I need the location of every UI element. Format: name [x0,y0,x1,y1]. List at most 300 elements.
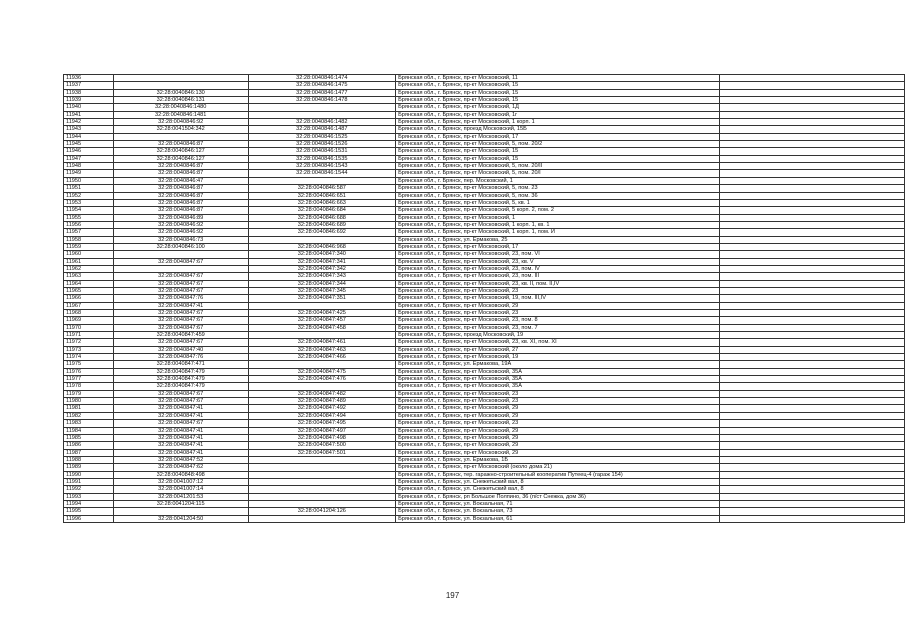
address-cell: Брянская обл., г. Брянск, пр-кт Московский, 19, пом. III,IV [396,295,720,302]
address-cell: Брянская обл., г. Брянск, ул. Снежетьский вал, 8 [396,486,720,493]
address-cell: Брянская обл., г. Брянск, пр-кт Московский, 15 [396,148,720,155]
row-number-cell: 11983 [64,420,114,427]
address-cell: Брянская обл., г. Брянск, пр-кт Московский, 35А [396,383,720,390]
parcel-number-cell: 32:28:0040847:459 [113,332,248,339]
address-cell: Брянская обл., г. Брянск, пр-кт Московский, 5 корп. 2, пом. 2 [396,207,720,214]
building-number-cell: 32:28:0040847:341 [248,258,396,265]
address-cell: Брянская обл., г. Брянск, проезд Московский, 19 [396,332,720,339]
note-cell [719,89,904,96]
building-number-cell: 32:28:0040846:1531 [248,148,396,155]
table-row [64,97,905,104]
parcel-number-cell: 32:28:0040847:67 [113,317,248,324]
note-cell [719,420,904,427]
row-number-cell: 11988 [64,456,114,463]
table-row [64,111,905,118]
address-cell: Брянская обл., г. Брянск, пр-кт Московский, 15 [396,89,720,96]
address-cell: Брянская обл., г. Брянск, пр-кт Московский, 23, пом. VI [396,251,720,258]
address-cell: Брянская обл., г. Брянск, пр-кт Московский, 15 [396,97,720,104]
building-number-cell: 32:28:0040847:500 [248,442,396,449]
note-cell [719,148,904,155]
note-cell [719,185,904,192]
note-cell [719,405,904,412]
address-cell: Брянская обл., г. Брянск, ул. Вокзальная, 71 [396,500,720,507]
row-number-cell: 11989 [64,464,114,471]
row-number-cell: 11943 [64,126,114,133]
address-cell: Брянская обл., г. Брянск, пр-кт Московский, 23, пом. 8 [396,317,720,324]
note-cell [719,449,904,456]
building-number-cell: 32:28:0040846:1535 [248,155,396,162]
row-number-cell: 11975 [64,361,114,368]
note-cell [719,412,904,419]
parcel-number-cell: 32:28:0040846:92 [113,119,248,126]
building-number-cell: 32:28:0040847:351 [248,295,396,302]
table-row [64,229,905,236]
address-cell: Брянская обл., г. Брянск, пр-кт Московский, 29 [396,405,720,412]
table-row [64,456,905,463]
note-cell [719,464,904,471]
row-number-cell: 11974 [64,354,114,361]
row-number-cell: 11937 [64,82,114,89]
parcel-number-cell: 32:28:0040846:87 [113,207,248,214]
row-number-cell: 11963 [64,273,114,280]
row-number-cell: 11962 [64,265,114,272]
building-number-cell: 32:28:0040846:1477 [248,89,396,96]
table-row [64,442,905,449]
building-number-cell [248,104,396,111]
parcel-number-cell: 32:28:0040847:41 [113,405,248,412]
row-number-cell: 11980 [64,398,114,405]
parcel-number-cell: 32:28:0040846:130 [113,89,248,96]
address-cell: Брянская обл., г. Брянск, пр-кт Московский (около дома 21) [396,464,720,471]
row-number-cell: 11996 [64,515,114,522]
table-row [64,412,905,419]
table-row [64,126,905,133]
table-row [64,243,905,250]
note-cell [719,265,904,272]
note-cell [719,192,904,199]
building-number-cell: 32:28:0040847:489 [248,398,396,405]
parcel-number-cell: 32:28:0041007:14 [113,486,248,493]
parcel-number-cell: 32:28:0040846:127 [113,155,248,162]
address-cell: Брянская обл., г. Брянск, пр-кт Московский, 23, кв. V [396,258,720,265]
parcel-number-cell [113,251,248,258]
address-cell: Брянская обл., г. Брянск, пр-кт Московский, 5, пом. 20/2 [396,141,720,148]
note-cell [719,207,904,214]
address-cell: Брянская обл., г. Брянск, пр-кт Московский, 1 [396,214,720,221]
table-row [64,89,905,96]
note-cell [719,478,904,485]
building-number-cell: 32:28:0040846:689 [248,221,396,228]
note-cell [719,126,904,133]
note-cell [719,434,904,441]
note-cell [719,133,904,140]
parcel-number-cell: 32:28:0040847:52 [113,456,248,463]
building-number-cell: 32:28:0040847:425 [248,310,396,317]
row-number-cell: 11973 [64,346,114,353]
note-cell [719,141,904,148]
building-number-cell: 32:28:0040847:476 [248,376,396,383]
address-cell: Брянская обл., г. Брянск, пр-кт Московский, 29 [396,449,720,456]
row-number-cell: 11939 [64,97,114,104]
note-cell [719,310,904,317]
table-row [64,324,905,331]
table-row [64,500,905,507]
building-number-cell: 32:28:0040847:458 [248,324,396,331]
parcel-number-cell: 32:28:0040847:67 [113,339,248,346]
cadastral-table [63,74,905,523]
table-row [64,133,905,140]
building-number-cell: 32:28:0040847:475 [248,368,396,375]
parcel-number-cell: 32:28:0040847:41 [113,412,248,419]
note-cell [719,456,904,463]
note-cell [719,332,904,339]
address-cell: Брянская обл., г. Брянск, ул. Снежетьский вал, 8 [396,478,720,485]
building-number-cell [248,177,396,184]
parcel-number-cell: 32:28:0040846:87 [113,141,248,148]
row-number-cell: 11982 [64,412,114,419]
note-cell [719,324,904,331]
table-row [64,251,905,258]
note-cell [719,508,904,515]
row-number-cell: 11978 [64,383,114,390]
building-number-cell: 32:28:0040846:968 [248,243,396,250]
row-number-cell: 11950 [64,177,114,184]
row-number-cell: 11945 [64,141,114,148]
row-number-cell: 11966 [64,295,114,302]
address-cell: Брянская обл., г. Брянск, пр-кт Московский, 35А [396,368,720,375]
building-number-cell [248,361,396,368]
building-number-cell: 32:28:0040847:342 [248,265,396,272]
address-cell: Брянская обл., г. Брянск, пр-кт Московский, 35А [396,376,720,383]
table-row [64,141,905,148]
row-number-cell: 11938 [64,89,114,96]
parcel-number-cell: 32:28:0040847:67 [113,258,248,265]
note-cell [719,155,904,162]
row-number-cell: 11976 [64,368,114,375]
parcel-number-cell: 32:28:0040847:67 [113,398,248,405]
address-cell: Брянская обл., г. Брянск, пр-кт Московский, 29 [396,412,720,419]
address-cell: Брянская обл., г. Брянск, пр-кт Московский, 23, кв. XI, пом. XI [396,339,720,346]
row-number-cell: 11947 [64,155,114,162]
note-cell [719,170,904,177]
row-number-cell: 11993 [64,493,114,500]
parcel-number-cell: 32:28:0040847:67 [113,324,248,331]
parcel-number-cell: 32:28:0040847:67 [113,420,248,427]
parcel-number-cell [113,265,248,272]
address-cell: Брянская обл., г. Брянск, пр-кт Московский, 23 [396,398,720,405]
table-row [64,317,905,324]
parcel-number-cell: 32:28:0040846:1481 [113,111,248,118]
note-cell [719,221,904,228]
table-row [64,170,905,177]
table-row [64,214,905,221]
note-cell [719,346,904,353]
row-number-cell: 11944 [64,133,114,140]
cadastral-table-body [64,75,905,523]
row-number-cell: 11992 [64,486,114,493]
table-row [64,163,905,170]
address-cell: Брянская обл., г. Брянск, пр-кт Московский, 23 [396,310,720,317]
address-cell: Брянская обл., г. Брянск, пр-кт Московский, 15 [396,82,720,89]
table-row [64,390,905,397]
parcel-number-cell: 32:28:0040847:41 [113,427,248,434]
note-cell [719,302,904,309]
address-cell: Брянская обл., г. Брянск, ул. Ермакова, 19А [396,361,720,368]
building-number-cell: 32:28:0040846:1526 [248,141,396,148]
parcel-number-cell: 32:28:0040846:92 [113,229,248,236]
parcel-number-cell: 32:28:0040847:62 [113,464,248,471]
table-row [64,221,905,228]
building-number-cell [248,478,396,485]
row-number-cell: 11936 [64,75,114,82]
table-row [64,464,905,471]
table-row [64,361,905,368]
address-cell: Брянская обл., г. Брянск, пр-кт Московский, 23 [396,390,720,397]
row-number-cell: 11949 [64,170,114,177]
row-number-cell: 11958 [64,236,114,243]
table-row [64,376,905,383]
note-cell [719,82,904,89]
building-number-cell: 32:28:0040847:501 [248,449,396,456]
parcel-number-cell: 32:28:0040846:87 [113,199,248,206]
table-row [64,493,905,500]
row-number-cell: 11953 [64,199,114,206]
parcel-number-cell: 32:28:0040846:131 [113,97,248,104]
note-cell [719,383,904,390]
address-cell: Брянская обл., г. Брянск, пр-кт Московский, 1Д [396,104,720,111]
note-cell [719,442,904,449]
table-row [64,236,905,243]
row-number-cell: 11942 [64,119,114,126]
table-row [64,199,905,206]
building-number-cell: 32:28:0040847:497 [248,427,396,434]
parcel-number-cell: 32:28:0041504:342 [113,126,248,133]
building-number-cell [248,236,396,243]
address-cell: Брянская обл., г. Брянск, ул. Ермакова, 25 [396,236,720,243]
parcel-number-cell: 32:28:0040846:1480 [113,104,248,111]
table-row [64,155,905,162]
building-number-cell: 32:28:0040847:482 [248,390,396,397]
building-number-cell: 32:28:0040846:651 [248,192,396,199]
note-cell [719,280,904,287]
parcel-number-cell: 32:28:0040846:89 [113,214,248,221]
note-cell [719,273,904,280]
building-number-cell: 32:28:0040847:340 [248,251,396,258]
address-cell: Брянская обл., г. Брянск, пр-кт Московский, 23, кв. II, пом. II,IV [396,280,720,287]
row-number-cell: 11948 [64,163,114,170]
note-cell [719,427,904,434]
building-number-cell: 32:28:0040847:463 [248,346,396,353]
address-cell: Брянская обл., г. Брянск, пр-кт Московский, 1 корп. 1 [396,119,720,126]
building-number-cell: 32:28:0040846:1474 [248,75,396,82]
parcel-number-cell: 32:28:0040847:471 [113,361,248,368]
parcel-number-cell [113,82,248,89]
table-row [64,346,905,353]
building-number-cell: 32:28:0040846:692 [248,229,396,236]
address-cell: Брянская обл., г. Брянск, пр-кт Московский, 17 [396,133,720,140]
table-row [64,185,905,192]
note-cell [719,97,904,104]
building-number-cell: 32:28:0040847:344 [248,280,396,287]
table-row [64,258,905,265]
building-number-cell: 32:28:0040847:343 [248,273,396,280]
table-row [64,354,905,361]
building-number-cell: 32:28:0041204:126 [248,508,396,515]
row-number-cell: 11987 [64,449,114,456]
note-cell [719,376,904,383]
building-number-cell: 32:28:0040847:466 [248,354,396,361]
table-row [64,383,905,390]
table-row [64,273,905,280]
parcel-number-cell: 32:28:0040846:92 [113,221,248,228]
parcel-number-cell: 32:28:0040847:41 [113,302,248,309]
parcel-number-cell: 32:28:0040847:479 [113,368,248,375]
address-cell: Брянская обл., г. Брянск, пр-кт Московский, 23 [396,420,720,427]
parcel-number-cell: 32:28:0040847:41 [113,449,248,456]
building-number-cell: 32:28:0040846:1478 [248,97,396,104]
building-number-cell: 32:28:0040846:1475 [248,82,396,89]
address-cell: Брянская обл., г. Брянск, пр-кт Московский, 15 [396,155,720,162]
row-number-cell: 11991 [64,478,114,485]
parcel-number-cell [113,508,248,515]
building-number-cell [248,471,396,478]
address-cell: Брянская обл., г. Брянск, пр-кт Московский, 23, пом. 7 [396,324,720,331]
note-cell [719,398,904,405]
address-cell: Брянская обл., г. Брянск, ул. Вокзальная, 73 [396,508,720,515]
note-cell [719,515,904,522]
building-number-cell: 32:28:0040846:1544 [248,170,396,177]
building-number-cell [248,456,396,463]
address-cell: Брянская обл., г. Брянск, проезд Московский, 15Б [396,126,720,133]
row-number-cell: 11981 [64,405,114,412]
table-row [64,148,905,155]
address-cell: Брянская обл., г. Брянск, рп Большое Полпино, 36 (п/ст Снежка, дом 36) [396,493,720,500]
building-number-cell: 32:28:0040847:498 [248,434,396,441]
building-number-cell: 32:28:0040847:345 [248,287,396,294]
address-cell: Брянская обл., г. Брянск, пр-кт Московский, 27 [396,346,720,353]
building-number-cell: 32:28:0040847:457 [248,317,396,324]
row-number-cell: 11967 [64,302,114,309]
note-cell [719,368,904,375]
table-row [64,405,905,412]
building-number-cell [248,493,396,500]
address-cell: Брянская обл., г. Брянск, пр-кт Московский, 23, пом. III [396,273,720,280]
table-row [64,339,905,346]
parcel-number-cell: 32:28:0040847:41 [113,434,248,441]
note-cell [719,119,904,126]
building-number-cell: 32:28:0040847:492 [248,405,396,412]
address-cell: Брянская обл., г. Брянск, пер. Московский, 1 [396,177,720,184]
parcel-number-cell: 32:28:0040846:87 [113,192,248,199]
row-number-cell: 11968 [64,310,114,317]
note-cell [719,199,904,206]
building-number-cell [248,464,396,471]
table-row [64,265,905,272]
address-cell: Брянская обл., г. Брянск, пр-кт Московский, 1 корп. 1, кв. 1 [396,221,720,228]
row-number-cell: 11970 [64,324,114,331]
note-cell [719,258,904,265]
row-number-cell: 11965 [64,287,114,294]
parcel-number-cell: 32:28:0040848:498 [113,471,248,478]
parcel-number-cell: 32:28:0040846:127 [113,148,248,155]
table-row [64,434,905,441]
parcel-number-cell: 32:28:0040846:87 [113,163,248,170]
building-number-cell: 32:28:0040846:663 [248,199,396,206]
row-number-cell: 11971 [64,332,114,339]
note-cell [719,361,904,368]
note-cell [719,295,904,302]
row-number-cell: 11964 [64,280,114,287]
note-cell [719,243,904,250]
table-row [64,449,905,456]
row-number-cell: 11986 [64,442,114,449]
parcel-number-cell [113,133,248,140]
table-row [64,280,905,287]
building-number-cell: 32:28:0040847:461 [248,339,396,346]
parcel-number-cell: 32:28:0040847:67 [113,310,248,317]
table-row [64,486,905,493]
parcel-number-cell: 32:28:0040847:41 [113,442,248,449]
building-number-cell: 32:28:0040847:494 [248,412,396,419]
table-row [64,515,905,522]
table-row [64,295,905,302]
table-row [64,82,905,89]
table-row [64,75,905,82]
table-row [64,471,905,478]
note-cell [719,493,904,500]
parcel-number-cell: 32:28:0040846:87 [113,170,248,177]
parcel-number-cell: 32:28:0040847:479 [113,383,248,390]
note-cell [719,229,904,236]
building-number-cell [248,332,396,339]
row-number-cell: 11979 [64,390,114,397]
parcel-number-cell: 32:28:0040847:67 [113,287,248,294]
table-row [64,368,905,375]
table-row [64,302,905,309]
note-cell [719,236,904,243]
row-number-cell: 11954 [64,207,114,214]
note-cell [719,251,904,258]
parcel-number-cell: 32:28:0041204:115 [113,500,248,507]
building-number-cell [248,302,396,309]
parcel-number-cell: 32:28:0040846:87 [113,185,248,192]
building-number-cell [248,515,396,522]
table-row [64,287,905,294]
row-number-cell: 11994 [64,500,114,507]
address-cell: Брянская обл., г. Брянск, пр-кт Московский, 29 [396,434,720,441]
table-row [64,332,905,339]
parcel-number-cell: 32:28:0040846:47 [113,177,248,184]
address-cell: Брянская обл., г. Брянск, пр-кт Московский, 23, пом. IV [396,265,720,272]
row-number-cell: 11940 [64,104,114,111]
building-number-cell: 32:28:0040846:688 [248,214,396,221]
address-cell: Брянская обл., г. Брянск, пр-кт Московский, 29 [396,442,720,449]
note-cell [719,163,904,170]
parcel-number-cell: 32:28:0041007:12 [113,478,248,485]
row-number-cell: 11941 [64,111,114,118]
address-cell: Брянская обл., г. Брянск, пр-кт Московский, 5, пом. 20/II [396,163,720,170]
row-number-cell: 11984 [64,427,114,434]
address-cell: Брянская обл., г. Брянск, пр-кт Московский, 1 корп. 1, пом. И [396,229,720,236]
building-number-cell [248,111,396,118]
note-cell [719,104,904,111]
row-number-cell: 11961 [64,258,114,265]
parcel-number-cell: 32:28:0040847:76 [113,354,248,361]
note-cell [719,354,904,361]
address-cell: Брянская обл., г. Брянск, пр-кт Московский, 5, пом. 20/I [396,170,720,177]
parcel-number-cell: 32:28:0040847:67 [113,273,248,280]
table-row [64,310,905,317]
